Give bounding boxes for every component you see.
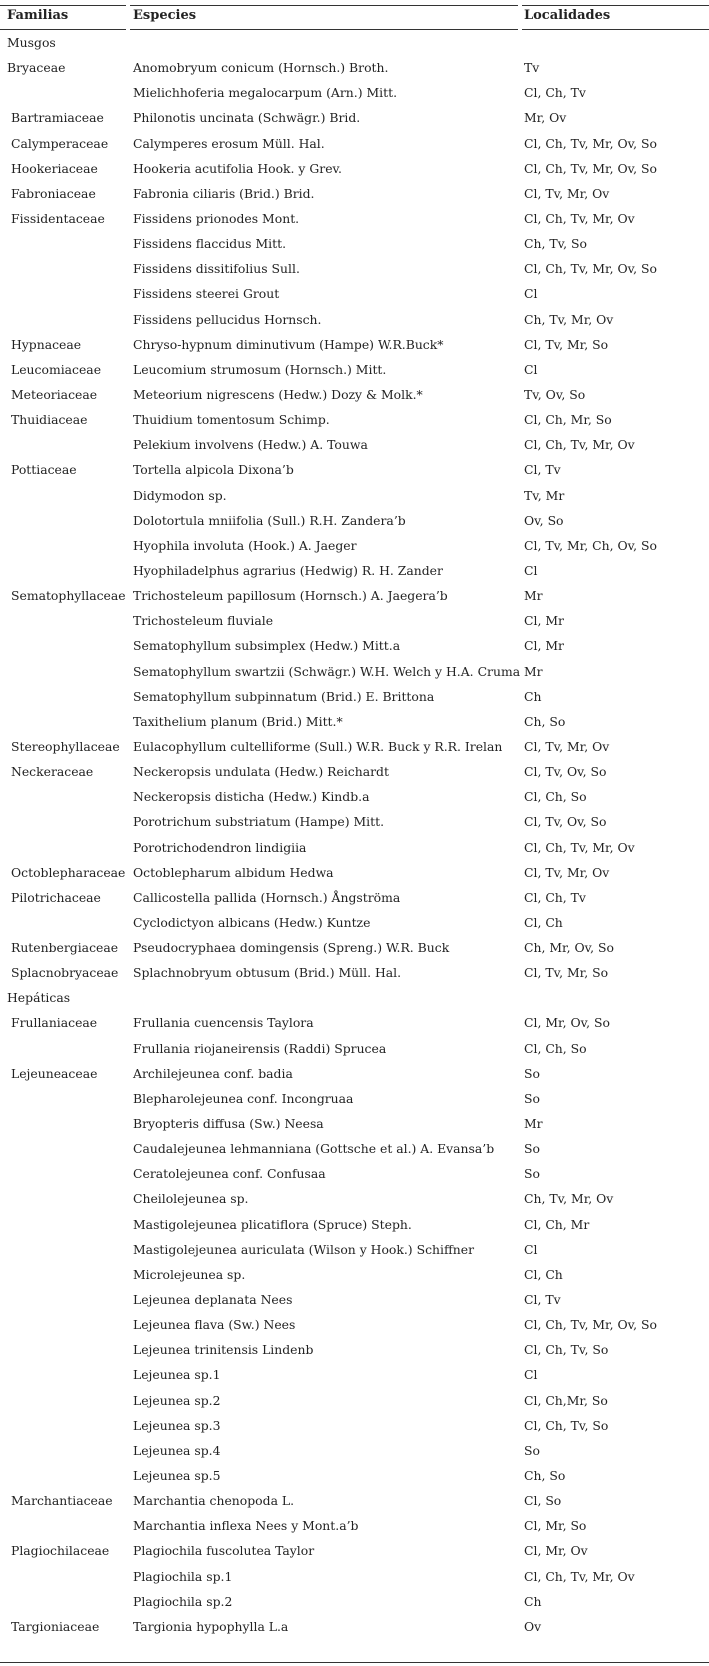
family-cell: Targioniaceae [11, 1618, 100, 1634]
table-row [0, 1515, 709, 1540]
species-cell: Philonotis uncinata (Schwägr.) Brid. [133, 110, 361, 126]
table-row [0, 158, 709, 183]
localities-cell: Cl, Ch, Tv, Mr, Ov, So [524, 1317, 657, 1333]
table-row [0, 1239, 709, 1264]
species-cell: Taxithelium planum (Brid.) Mitt.* [133, 713, 343, 729]
species-cell: Porotrichum substriatum (Hampe) Mitt. [133, 814, 385, 830]
table-row [0, 535, 709, 560]
table-row [0, 233, 709, 258]
table-row [0, 1188, 709, 1213]
species-cell: Callicostella pallida (Hornsch.) Ångströma [133, 889, 401, 905]
species-cell: Targionia hypophylla L.a [133, 1618, 289, 1634]
species-cell: Ceratolejeunea conf. Confusaa [133, 1166, 326, 1182]
localities-cell: Cl, Tv [524, 462, 561, 478]
header-rule-2 [130, 29, 518, 30]
species-table-body [0, 32, 709, 1641]
localities-cell: So [524, 1141, 540, 1157]
species-cell: Lejeunea sp.4 [133, 1442, 221, 1458]
species-cell: Frullania cuencensis Taylora [133, 1015, 314, 1031]
table-row [0, 887, 709, 912]
localities-cell: Cl, Ch, Tv, So [524, 1342, 609, 1358]
species-cell: Microlejeunea sp. [133, 1266, 246, 1282]
localities-cell: Cl, Ch, Tv, Mr, Ov [524, 1568, 635, 1584]
top-rule-3 [522, 5, 709, 6]
table-row [0, 82, 709, 107]
localities-cell: So [524, 1442, 540, 1458]
species-cell: Tortella alpicola Dixona’b [133, 462, 294, 478]
table-row [0, 1364, 709, 1389]
species-cell: Mielichhoferia megalocarpum (Arn.) Mitt. [133, 85, 398, 101]
table-row [0, 1314, 709, 1339]
table-row [0, 1566, 709, 1591]
family-cell: Fabroniaceae [11, 185, 96, 201]
localities-cell: Mr [524, 1116, 543, 1132]
family-cell: Neckeraceae [11, 764, 94, 780]
family-cell: Bartramiaceae [11, 110, 104, 126]
species-cell: Plagiochila sp.1 [133, 1568, 233, 1584]
group-row [0, 32, 709, 57]
localities-cell: Cl, Tv, Ov, So [524, 764, 607, 780]
table-row [0, 1264, 709, 1289]
species-cell: Archilejeunea conf. badia [133, 1065, 293, 1081]
top-rule-2 [130, 5, 518, 6]
species-cell: Caudalejeunea lehmanniana (Gottsche et al.) A. Evansa’b [133, 1141, 495, 1157]
species-cell: Marchantia inflexa Nees y Mont.a’b [133, 1518, 359, 1534]
table-row [0, 409, 709, 434]
localities-cell: Cl, Mr, Ov [524, 1543, 588, 1559]
species-cell: Neckeropsis undulata (Hedw.) Reichardt [133, 764, 389, 780]
species-cell: Lejeunea sp.1 [133, 1367, 221, 1383]
localities-cell: Tv, Ov, So [524, 386, 586, 402]
family-cell: Sematophyllaceae [11, 588, 126, 604]
table-row [0, 585, 709, 610]
family-cell: Leucomiaceae [11, 361, 102, 377]
localities-cell: Ch, So [524, 1468, 566, 1484]
header-localidades: Localidades [524, 8, 611, 23]
localities-cell: Cl [524, 286, 538, 302]
table-row [0, 761, 709, 786]
localities-cell: Ov [524, 1618, 542, 1634]
species-cell: Fissidens flaccidus Mitt. [133, 236, 287, 252]
species-cell: Pelekium involvens (Hedw.) A. Touwa [133, 437, 368, 453]
table-row [0, 1540, 709, 1565]
table-row [0, 962, 709, 987]
localities-cell: Cl, Ch, Tv [524, 889, 586, 905]
localities-cell: So [524, 1090, 540, 1106]
table-row [0, 485, 709, 510]
localities-cell: Cl, Mr [524, 638, 564, 654]
localities-cell: So [524, 1065, 540, 1081]
localities-cell: Cl, Ch, Tv, Mr, Ov, So [524, 135, 657, 151]
table-row [0, 1088, 709, 1113]
species-cell: Lejeunea trinitensis Lindenb [133, 1342, 314, 1358]
localities-cell: Cl, Ch, Tv, Mr, Ov, So [524, 160, 657, 176]
localities-cell: Cl, Mr [524, 613, 564, 629]
species-cell: Sematophyllum subpinnatum (Brid.) E. Brittona [133, 688, 435, 704]
family-cell: Rutenbergiaceae [11, 940, 119, 956]
species-cell: Fissidens steerei Grout [133, 286, 280, 302]
table-row [0, 359, 709, 384]
family-cell: Hookeriaceae [11, 160, 98, 176]
localities-cell: Cl, Ch, Tv, Mr, Ov, So [524, 261, 657, 277]
table-row [0, 711, 709, 736]
family-cell: Meteoriaceae [11, 386, 98, 402]
table-row [0, 1038, 709, 1063]
header-rule-3 [522, 29, 709, 30]
species-cell: Plagiochila sp.2 [133, 1593, 233, 1609]
table-row [0, 786, 709, 811]
localities-cell: Ch, Mr, Ov, So [524, 940, 614, 956]
species-cell: Hyophiladelphus agrarius (Hedwig) R. H. Zander [133, 562, 443, 578]
localities-cell: Cl, Ch, Tv, Mr, Ov [524, 210, 635, 226]
species-cell: Lejeunea flava (Sw.) Nees [133, 1317, 296, 1333]
table-row [0, 459, 709, 484]
group-label: Musgos [7, 35, 56, 50]
family-cell: Pottiaceae [11, 462, 77, 478]
header-rule-1 [0, 29, 126, 30]
table-row [0, 1063, 709, 1088]
localities-cell: Ch, Tv, Mr, Ov [524, 1191, 614, 1207]
family-cell: Plagiochilaceae [11, 1543, 110, 1559]
table-row [0, 736, 709, 761]
species-cell: Calymperes erosum Müll. Hal. [133, 135, 325, 151]
species-cell: Fissidens dissitifolius Sull. [133, 261, 300, 277]
localities-cell: Cl, Tv, Mr, So [524, 965, 609, 981]
species-cell: Fissidens pellucidus Hornsch. [133, 311, 322, 327]
table-row [0, 283, 709, 308]
localities-cell: Cl [524, 1241, 538, 1257]
localities-cell: Cl, Tv, Mr, So [524, 336, 609, 352]
localities-cell: Ov, So [524, 512, 564, 528]
localities-cell: Cl [524, 1367, 538, 1383]
table-row [0, 1012, 709, 1037]
table-row [0, 661, 709, 686]
table-row [0, 686, 709, 711]
species-cell: Anomobryum conicum (Hornsch.) Broth. [133, 60, 389, 76]
table-row [0, 1440, 709, 1465]
localities-cell: Mr, Ov [524, 110, 567, 126]
localities-cell: Cl, Tv [524, 1292, 561, 1308]
table-row [0, 1113, 709, 1138]
species-cell: Sematophyllum subsimplex (Hedw.) Mitt.a [133, 638, 401, 654]
table-row [0, 1591, 709, 1616]
localities-cell: Tv [524, 60, 540, 76]
header-familias: Familias [7, 8, 69, 23]
species-cell: Thuidium tomentosum Schimp. [133, 412, 330, 428]
table-row [0, 107, 709, 132]
table-row [0, 133, 709, 158]
localities-cell: Ch, Tv, So [524, 236, 587, 252]
species-cell: Neckeropsis disticha (Hedw.) Kindb.a [133, 789, 370, 805]
localities-cell: Cl, Ch [524, 1266, 563, 1282]
species-cell: Blepharolejeunea conf. Incongruaa [133, 1090, 354, 1106]
table-row [0, 1616, 709, 1641]
family-cell: Pilotrichaceae [11, 889, 101, 905]
species-cell: Mastigolejeunea auriculata (Wilson y Hook.) Schiffner [133, 1241, 474, 1257]
species-cell: Bryopteris diffusa (Sw.) Neesa [133, 1116, 324, 1132]
table-row [0, 912, 709, 937]
localities-cell: Cl, Tv, Mr, Ov [524, 864, 610, 880]
table-row [0, 937, 709, 962]
localities-cell: Cl [524, 562, 538, 578]
table-row [0, 837, 709, 862]
localities-cell: Ch [524, 1593, 542, 1609]
localities-cell: Cl, Ch, Tv [524, 85, 586, 101]
family-cell: Lejeuneaceae [11, 1065, 98, 1081]
species-cell: Meteorium nigrescens (Hedw.) Dozy & Molk.* [133, 386, 423, 402]
localities-cell: Cl, Mr, Ov, So [524, 1015, 610, 1031]
table-row [0, 1390, 709, 1415]
species-cell: Leucomium strumosum (Hornsch.) Mitt. [133, 361, 387, 377]
localities-cell: Cl, Tv, Mr, Ch, Ov, So [524, 537, 657, 553]
family-cell: Fissidentaceae [11, 210, 105, 226]
table-row [0, 1339, 709, 1364]
bottom-rule [0, 1662, 709, 1663]
localities-cell: Cl, Ch, Tv, Mr, Ov [524, 437, 635, 453]
localities-cell: Ch, So [524, 713, 566, 729]
family-cell: Splacnobryaceae [11, 965, 119, 981]
group-row [0, 987, 709, 1012]
family-cell: Stereophyllaceae [11, 738, 120, 754]
family-cell: Octoblepharaceae [11, 864, 126, 880]
table-row [0, 1465, 709, 1490]
table-row [0, 1138, 709, 1163]
species-cell: Cheilolejeunea sp. [133, 1191, 249, 1207]
top-rule-1 [0, 5, 126, 6]
table-row [0, 510, 709, 535]
localities-cell: Ch, Tv, Mr, Ov [524, 311, 614, 327]
species-cell: Hyophila involuta (Hook.) A. Jaeger [133, 537, 357, 553]
table-row [0, 384, 709, 409]
species-cell: Hookeria acutifolia Hook. y Grev. [133, 160, 342, 176]
family-cell: Calymperaceae [11, 135, 109, 151]
family-cell: Marchantiaceae [11, 1493, 113, 1509]
species-cell: Porotrichodendron lindigiia [133, 839, 307, 855]
localities-cell: Cl, So [524, 1493, 562, 1509]
table-row [0, 1214, 709, 1239]
localities-cell: Cl [524, 361, 538, 377]
localities-cell: Cl, Ch, Tv, Mr, Ov [524, 839, 635, 855]
localities-cell: Cl, Ch, So [524, 1040, 587, 1056]
table-row [0, 208, 709, 233]
group-label: Hepáticas [7, 990, 71, 1006]
localities-cell: Cl, Ch [524, 914, 563, 930]
table-row [0, 560, 709, 585]
species-cell: Lejeunea sp.2 [133, 1392, 221, 1408]
species-cell: Eulacophyllum cultelliforme (Sull.) W.R. Buck y R.R. Irelan [133, 738, 503, 754]
table-row [0, 434, 709, 459]
family-cell: Hypnaceae [11, 336, 82, 352]
localities-cell: Cl, Ch, Mr, So [524, 412, 612, 428]
localities-cell: Cl, Ch, So [524, 789, 587, 805]
header-especies: Especies [133, 8, 197, 23]
species-cell: Pseudocryphaea domingensis (Spreng.) W.R. Buck [133, 940, 450, 956]
table-row [0, 635, 709, 660]
table-row [0, 1490, 709, 1515]
species-cell: Octoblepharum albidum Hedwa [133, 864, 334, 880]
localities-cell: Tv, Mr [524, 487, 565, 503]
localities-cell: Cl, Mr, So [524, 1518, 587, 1534]
localities-cell: Cl, Ch,Mr, So [524, 1392, 608, 1408]
table-row [0, 1289, 709, 1314]
species-cell: Dolotortula mniifolia (Sull.) R.H. Zandera’b [133, 512, 406, 528]
table-row [0, 610, 709, 635]
species-cell: Lejeunea sp.3 [133, 1417, 221, 1433]
species-cell: Lejeunea sp.5 [133, 1468, 221, 1484]
species-cell: Fabronia ciliaris (Brid.) Brid. [133, 185, 315, 201]
species-cell: Fissidens prionodes Mont. [133, 210, 300, 226]
species-cell: Sematophyllum swartzii (Schwägr.) W.H. Welch y H.A. Cruma [133, 663, 521, 679]
table-row [0, 57, 709, 82]
table-row [0, 183, 709, 208]
species-cell: Plagiochila fuscolutea Taylor [133, 1543, 315, 1559]
species-cell: Cyclodictyon albicans (Hedw.) Kuntze [133, 914, 371, 930]
species-cell: Chryso-hypnum diminutivum (Hampe) W.R.Buck* [133, 336, 444, 352]
species-cell: Mastigolejeunea plicatiflora (Spruce) Steph. [133, 1216, 412, 1232]
table-row [0, 862, 709, 887]
family-cell: Frullaniaceae [11, 1015, 98, 1031]
species-cell: Lejeunea deplanata Nees [133, 1292, 293, 1308]
species-cell: Trichosteleum papillosum (Hornsch.) A. Jaegera’b [133, 588, 448, 604]
table-row [0, 258, 709, 283]
family-cell: Thuidiaceae [11, 412, 88, 428]
species-cell: Marchantia chenopoda L. [133, 1493, 295, 1509]
localities-cell: Cl, Tv, Mr, Ov [524, 738, 610, 754]
table-row [0, 811, 709, 836]
localities-cell: Cl, Ch, Mr [524, 1216, 590, 1232]
species-cell: Trichosteleum fluviale [133, 613, 274, 629]
localities-cell: Ch [524, 688, 542, 704]
table-row [0, 1163, 709, 1188]
localities-cell: Mr [524, 588, 543, 604]
species-cell: Didymodon sp. [133, 487, 227, 503]
table-row [0, 1415, 709, 1440]
table-row [0, 309, 709, 334]
localities-cell: Cl, Tv, Mr, Ov [524, 185, 610, 201]
species-cell: Splachnobryum obtusum (Brid.) Müll. Hal. [133, 965, 402, 981]
localities-cell: Cl, Tv, Ov, So [524, 814, 607, 830]
localities-cell: Mr [524, 663, 543, 679]
localities-cell: So [524, 1166, 540, 1182]
table-row [0, 334, 709, 359]
localities-cell: Cl, Ch, Tv, So [524, 1417, 609, 1433]
family-cell: Bryaceae [7, 60, 66, 76]
species-cell: Frullania riojaneirensis (Raddi) Sprucea [133, 1040, 387, 1056]
